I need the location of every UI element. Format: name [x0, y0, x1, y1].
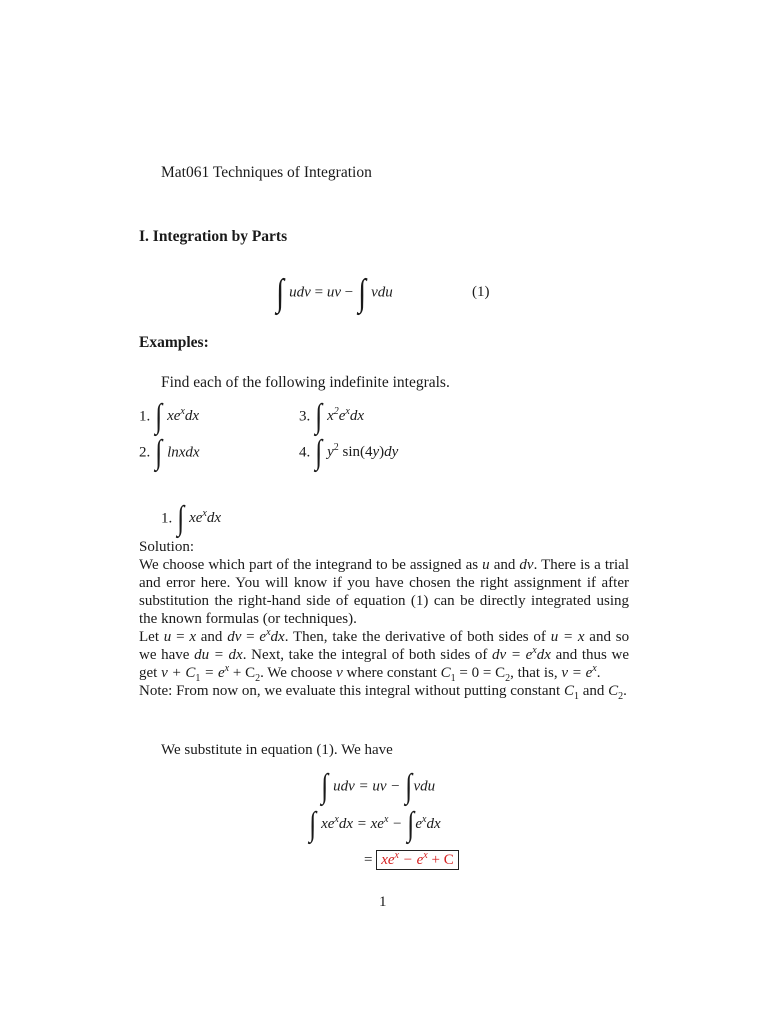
derivation-line-2: ∫ $xe^xdx = xe^x - \int e^xdx$: [309, 806, 441, 843]
solution-note: Note: From now on, we evaluate this integral without putting constant $C_1$ and $C_2$.: [139, 683, 627, 702]
integration-by-parts-formula: ∫ udv = uv − ∫ vdu: [276, 272, 393, 314]
integral-sign-icon: ∫: [407, 806, 415, 843]
integral-sign-icon: ∫: [315, 434, 323, 471]
integral-sign-icon: ∫: [315, 398, 323, 435]
integral-sign-icon: ∫: [358, 272, 367, 314]
integral-sign-icon: ∫: [155, 434, 163, 471]
derivation-line-3: = $xe^x - e^x + C$: [364, 850, 459, 870]
page-number: 1: [379, 894, 387, 910]
derivation-line-1: ∫ udv = uv − ∫vdu: [321, 768, 436, 805]
integral-sign-icon: ∫: [321, 768, 329, 805]
example-item-2: 2. ∫ lnxdx: [139, 434, 200, 471]
solution-text: [139, 538, 629, 700]
integral-sign-icon: ∫: [309, 806, 317, 843]
final-answer-box: $xe^x - e^x + C$: [376, 850, 458, 870]
course-title: Mat061 Techniques of Integration: [161, 164, 372, 181]
problem-1-heading: 1. ∫ $xe^xdx$: [161, 500, 222, 537]
section-heading: I. Integration by Parts: [139, 228, 288, 245]
solution-paragraph-2: Let u = x and dv = $e^xdx$. Then, take the derivative of both sides of u = x and so we have du = dx. Next, take the integral of both sides of dv = $e^xdx$ and thus we get $v + C_1 = e^x + C_2$. We choose v where constant $C_1 = 0 = C_2$, that is, $v = e^x$.: [139, 627, 630, 684]
example-item-1: 1. ∫ $xe^xdx$: [139, 398, 200, 435]
integral-sign-icon: ∫: [276, 272, 285, 314]
examples-intro: Find each of the following indefinite integrals.: [161, 374, 450, 391]
example-item-4: 4. ∫ $y^2$ sin(4y)dy: [299, 434, 399, 471]
integral-sign-icon: ∫: [155, 398, 163, 435]
example-item-3: 3. ∫ $x^2e^xdx$: [299, 398, 365, 435]
solution-paragraph-1: We choose which part of the integrand to be assigned as u and dv. There is a trial and error here. You will know if you have chosen the right assignment if after substitution the right-hand side of equation (1) can be directly integrated using the known formulas (or techniques).: [139, 557, 630, 627]
substitute-text: We substitute in equation (1). We have: [161, 742, 393, 758]
solution-label: Solution:: [139, 539, 195, 555]
equation-number: (1): [472, 284, 490, 300]
examples-heading: Examples:: [139, 334, 209, 351]
integral-sign-icon: ∫: [405, 768, 413, 805]
integral-sign-icon: ∫: [177, 500, 185, 537]
